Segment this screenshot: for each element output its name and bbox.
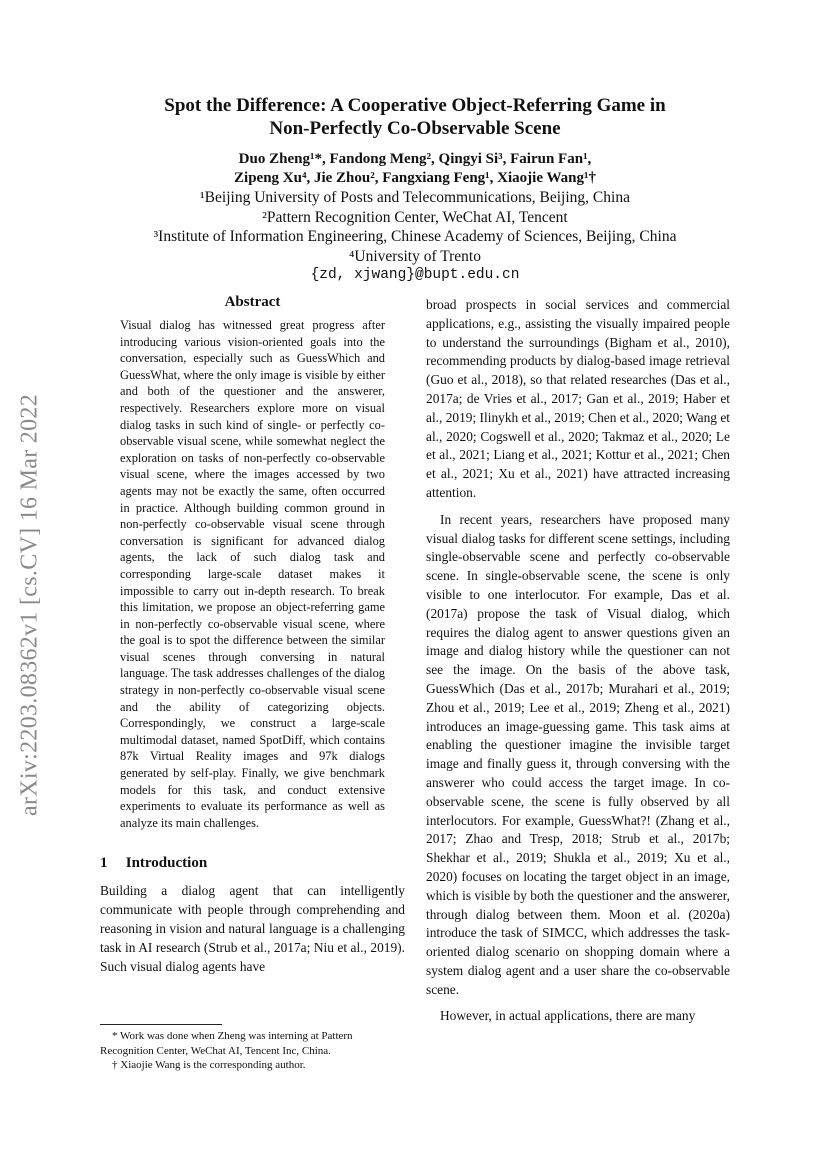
author-list bbox=[100, 150, 730, 188]
section-heading-introduction bbox=[100, 855, 405, 872]
footnote-1: * Work was done when Zheng was interning at Pattern Recognition Center, WeChat AI, Tencent Inc, China. bbox=[100, 1030, 353, 1057]
affiliation-1: ¹Beijing University of Posts and Telecommunications, Beijing, China bbox=[200, 189, 630, 206]
affiliation-3: ³Institute of Information Engineering, Chinese Academy of Sciences, Beijing, China bbox=[153, 228, 677, 245]
title-line-1: Spot the Difference: A Cooperative Object-Referring Game in bbox=[164, 95, 666, 116]
right-column bbox=[426, 296, 730, 1026]
title-line-2: Non-Perfectly Co-Observable Scene bbox=[269, 118, 561, 139]
abstract-text: Visual dialog has witnessed great progress after introducing various vision-oriented goals into the conversation, especially such as GuessWhich and GuessWhat, where the only image is visible by either and both of the questioner and the answerer, respectively. Researchers explore more on visual dialog tasks in such kind of single- or perfectly co-observable visual scene, while somewhat neglect the exploration on tasks of non-perfectly co-observable visual scene, where the images accessed by two agents may not be exactly the same, often occurred in practice. Although building common ground in non-perfectly co-observable visual scene through conversation is significant for advanced dialog agents, the lack of such dialog task and corresponding large-scale dataset makes it impossible to carry out in-depth research. To break this limitation, we propose an object-referring game in non-perfectly co-observable visual scene, where the goal is to spot the difference between the similar visual scenes through conversing in natural language. The task addresses challenges of the dialog strategy in non-perfectly co-observable visual scene and the ability of categorizing objects. Correspondingly, we construct a large-scale multimodal dataset, named SpotDiff, which contains 87k Virtual Reality images and 97k dialogs generated by self-play. Finally, we give benchmark models for this task, and conduct extensive experiments to evaluate its performance as well as analyze its main challenges. bbox=[120, 318, 385, 830]
left-column bbox=[100, 294, 405, 976]
footnote-rule bbox=[100, 1024, 222, 1025]
right-paragraph-1: broad prospects in social services and commercial applications, e.g., assisting the visually impaired people to understand the surroundings (Bigham et al., 2010), recommending products by dialog-based image retrieval (Guo et al., 2018), so that related researches (Das et al., 2017a; de Vries et al., 2017; Gan et al., 2019; Haber et al., 2019; Ilinykh et al., 2019; Chen et al., 2020; Wang et al., 2020; Cogswell et al., 2020; Takmaz et al., 2020; Le et al., 2021; Liang et al., 2021; Kottur et al., 2021; Chen et al., 2021; Xu et al., 2021) have attracted increasing attention. bbox=[426, 297, 731, 500]
abstract-heading: Abstract bbox=[224, 294, 281, 310]
section-title: Introduction bbox=[125, 855, 208, 872]
paper-title bbox=[100, 94, 730, 140]
arxiv-side-stamp: arXiv:2203.08362v1 [cs.CV] 16 Mar 2022 bbox=[16, 393, 43, 817]
affiliation-2: ²Pattern Recognition Center, WeChat AI, Tencent bbox=[262, 208, 568, 226]
section-number: 1 bbox=[100, 855, 108, 872]
footnotes bbox=[100, 1024, 405, 1073]
right-paragraph-2: In recent years, researchers have proposed many visual dialog tasks for different scene settings, including single-observable scene and perfectly co-observable scene. In single-observable scene, the scene is only visible to one interlocutor. For example, Das et al. (2017a) propose the task of Visual dialog, which requires the dialog agent to answer questions given an image and dialog history while the questioner can not see the image. On the basis of the above task, GuessWhich (Das et al., 2017b; Murahari et al., 2019; Zhou et al., 2019; Lee et al., 2019; Zheng et al., 2021) introduces an image-guessing game. This task aims at enabling the questioner imagine the invisible target image and finally guess it, through conversing with the answerer who could access the target image. In co-observable scene, the scene is fully observed by all interlocutors. For example, GuessWhat?! (Zhang et al., 2017; Zhao and Tresp, 2018; Strub et al., 2017b; Shekhar et al., 2019; Shukla et al., 2019; Xu et al., 2020) focuses on locating the target object in an image, which is visible by both the questioner and the answerer, through dialog between them. Moon et al. (2020a) introduce the task of SIMCC, which addresses the task-oriented dialog scenario on shopping domain where a system dialog agent and a user share the co-observable scene. bbox=[426, 511, 730, 997]
affiliations bbox=[100, 188, 730, 286]
contact-email: {zd, xjwang}@bupt.edu.cn bbox=[310, 267, 520, 283]
intro-paragraph-left: Building a dialog agent that can intelligently communicate with people through comprehending and reasoning in vision and natural language is a challenging task in AI research (Strub et al., 2017a; Niu et al., 2019). Such visual dialog agents have bbox=[100, 883, 405, 974]
right-paragraph-3: However, in actual applications, there are many bbox=[440, 1008, 696, 1024]
authors-line-1: Duo Zheng¹*, Fandong Meng², Qingyi Si³, Fairun Fan¹, bbox=[238, 151, 592, 167]
authors-line-2: Zipeng Xu⁴, Jie Zhou², Fangxiang Feng¹, Xiaojie Wang¹† bbox=[234, 170, 596, 186]
affiliation-4: ⁴University of Trento bbox=[349, 247, 481, 265]
footnote-2: † Xiaojie Wang is the corresponding author. bbox=[112, 1059, 306, 1071]
